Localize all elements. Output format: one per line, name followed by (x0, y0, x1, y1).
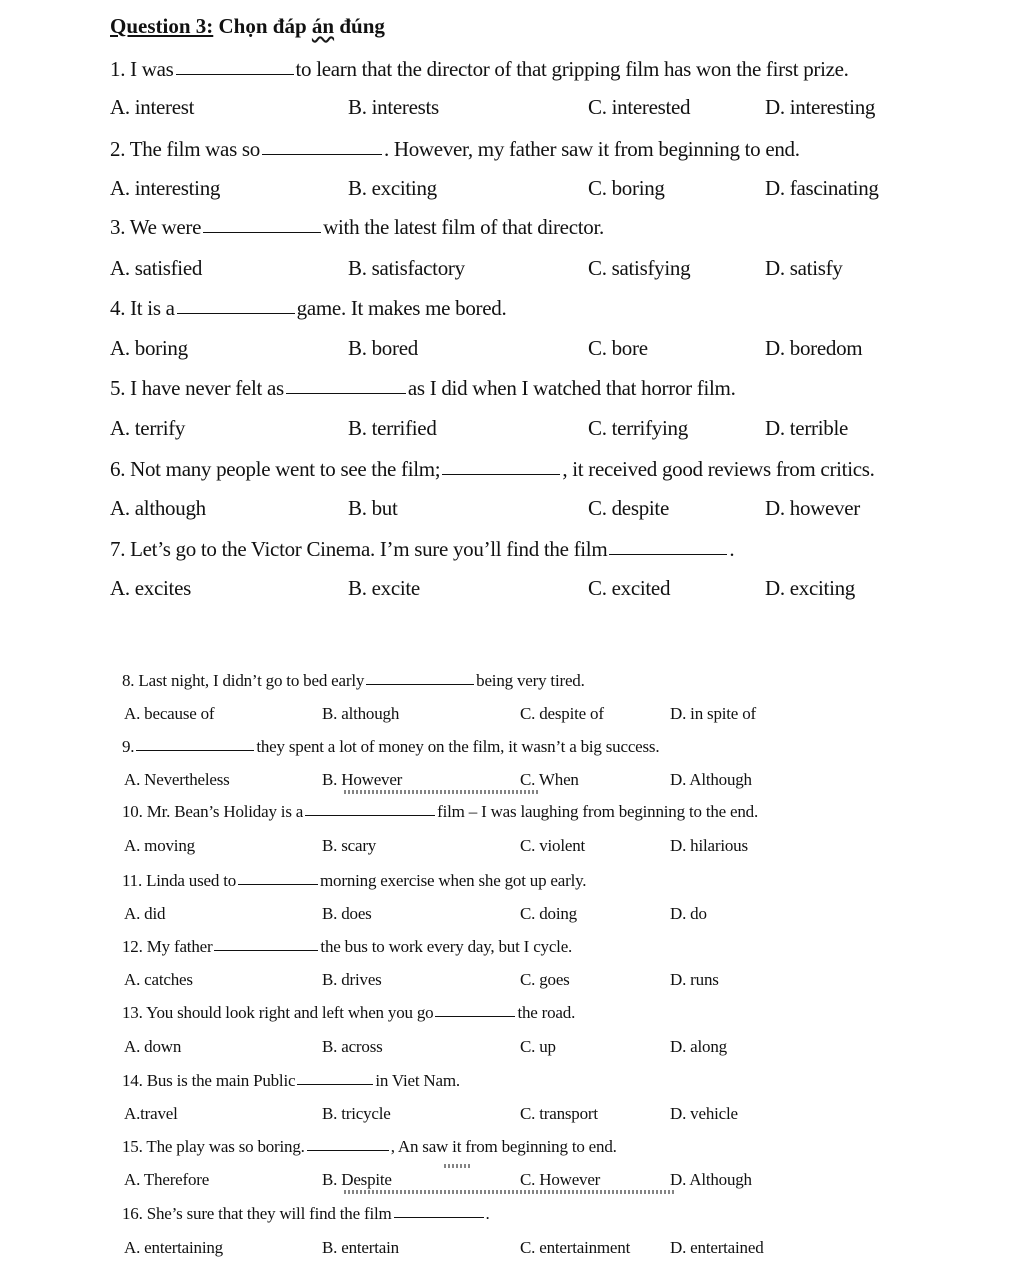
answer-option-a[interactable]: A. boring (110, 336, 188, 360)
question-text-before: It is a (130, 296, 175, 320)
question-text-after: . (485, 1204, 490, 1223)
answer-option-c[interactable]: C. transport (520, 1104, 598, 1123)
answer-option-a[interactable]: A. Nevertheless (124, 770, 230, 789)
question-text-before: The play was so boring. (146, 1137, 305, 1156)
question-text-after: they spent a lot of money on the film, it wasn’t a big success. (256, 737, 660, 756)
answer-blank[interactable] (177, 313, 295, 314)
answer-option-c[interactable]: C. boring (588, 176, 665, 200)
answer-option-c[interactable]: C. satisfying (588, 256, 691, 280)
answer-option-c[interactable]: C. goes (520, 970, 570, 989)
question-number: 15. (122, 1137, 143, 1156)
answer-option-b[interactable]: B. does (322, 904, 372, 923)
answer-option-b[interactable]: B. terrified (348, 416, 437, 440)
answer-option-b[interactable]: B. tricycle (322, 1104, 391, 1123)
answer-option-b[interactable]: B. although (322, 704, 400, 723)
answer-blank[interactable] (176, 74, 294, 75)
answer-option-c[interactable]: C. excited (588, 576, 671, 600)
answer-option-c[interactable]: C. When (520, 770, 579, 789)
answer-option-d[interactable]: D. Although (670, 770, 752, 789)
answer-blank[interactable] (214, 950, 318, 951)
answer-blank[interactable] (609, 554, 727, 555)
answer-option-c[interactable]: C. doing (520, 904, 577, 923)
question-number: 1. (110, 57, 126, 81)
question-text-before: I was (130, 57, 174, 81)
question-text-after: with the latest film of that director. (323, 215, 604, 239)
answer-option-c[interactable]: C. despite (588, 496, 669, 520)
question-stem (110, 457, 875, 482)
question-text-before: My father (146, 937, 213, 956)
answer-option-b[interactable]: B. However (322, 770, 403, 789)
spellcheck-underline (444, 1164, 470, 1168)
question-stem (122, 737, 659, 757)
answer-option-d[interactable]: D. along (670, 1037, 727, 1056)
answer-option-a[interactable]: A. Therefore (124, 1170, 210, 1189)
question-number: 7. (110, 537, 126, 561)
answer-option-d[interactable]: D. however (765, 496, 860, 520)
question-text-before: Mr. Bean’s Holiday is a (146, 802, 304, 821)
answer-blank[interactable] (238, 884, 318, 885)
question-stem (110, 57, 849, 82)
question-text-after: the bus to work every day, but I cycle. (320, 937, 573, 956)
answer-option-d[interactable]: D. entertained (670, 1238, 764, 1257)
question-text-after: game. It makes me bored. (296, 296, 507, 320)
answer-option-b[interactable]: B. entertain (322, 1238, 399, 1257)
answer-option-a[interactable]: A. although (110, 496, 206, 520)
question-text-before: You should look right and left when you go (146, 1003, 434, 1022)
question-text-before: Bus is the main Public (146, 1071, 296, 1090)
answer-blank[interactable] (442, 474, 560, 475)
question-text-before: We were (129, 215, 202, 239)
answer-option-c[interactable]: C. bore (588, 336, 648, 360)
worksheet-title (110, 14, 385, 39)
answer-option-c[interactable]: C. terrifying (588, 416, 688, 440)
question-text-before: I have never felt as (130, 376, 284, 400)
answer-blank[interactable] (305, 815, 435, 816)
answer-option-a[interactable]: A. satisfied (110, 256, 203, 280)
answer-option-a[interactable]: A. terrify (110, 416, 186, 440)
answer-option-a[interactable]: A. interest (110, 95, 195, 119)
question-stem (110, 137, 800, 162)
question-text-after: , it received good reviews from critics. (562, 457, 875, 481)
question-text-before: Linda used to (146, 871, 237, 890)
answer-blank[interactable] (394, 1217, 484, 1218)
question-text-before: The film was so (129, 137, 260, 161)
question-text-before: Not many people went to see the film; (130, 457, 441, 481)
question-number: 12. (122, 937, 143, 956)
answer-blank[interactable] (307, 1150, 389, 1151)
spellcheck-underlined-word: án (311, 14, 335, 38)
answer-option-c[interactable]: C. despite of (520, 704, 604, 723)
question-number: 13. (122, 1003, 143, 1022)
question-number: 4. (110, 296, 126, 320)
question-stem (122, 1137, 617, 1157)
question-text-after: the road. (517, 1003, 576, 1022)
question-number: 14. (122, 1071, 143, 1090)
answer-option-d[interactable]: D. runs (670, 970, 719, 989)
answer-option-b[interactable]: B. bored (348, 336, 418, 360)
answer-option-b[interactable]: B. Despite (322, 1170, 392, 1189)
answer-option-b[interactable]: B. interests (348, 95, 439, 119)
answer-option-d[interactable]: D. interesting (765, 95, 876, 119)
question-stem (110, 376, 736, 401)
answer-option-a[interactable]: A. down (124, 1037, 182, 1056)
question-stem (122, 937, 572, 957)
question-text-after: as I did when I watched that horror film. (407, 376, 736, 400)
answer-option-a[interactable]: A. did (124, 904, 166, 923)
question-number: 10. (122, 802, 143, 821)
answer-option-a[interactable]: A. because of (124, 704, 215, 723)
spellcheck-underline (344, 1190, 674, 1194)
answer-blank[interactable] (203, 232, 321, 233)
answer-option-a[interactable]: A. interesting (110, 176, 221, 200)
question-stem (122, 871, 586, 891)
answer-option-a[interactable]: A. catches (124, 970, 193, 989)
question-number: 8. (122, 671, 135, 690)
question-stem (110, 537, 734, 562)
answer-option-c[interactable]: C. interested (588, 95, 691, 119)
answer-blank[interactable] (435, 1016, 515, 1017)
answer-option-c[interactable]: C. entertainment (520, 1238, 631, 1257)
answer-option-b[interactable]: B. satisfactory (348, 256, 465, 280)
question-stem (122, 1204, 490, 1224)
question-text-after: film – I was laughing from beginning to the end. (437, 802, 759, 821)
answer-option-d[interactable]: D. boredom (765, 336, 863, 360)
answer-option-b[interactable]: B. drives (322, 970, 382, 989)
answer-option-d[interactable]: D. do (670, 904, 707, 923)
question-stem (110, 215, 604, 240)
question-text-after: in Viet Nam. (375, 1071, 460, 1090)
question-stem (122, 1003, 575, 1023)
answer-option-d[interactable]: D. in spite of (670, 704, 756, 723)
answer-option-d[interactable]: D. hilarious (670, 836, 748, 855)
question-text-after: morning exercise when she got up early. (320, 871, 587, 890)
answer-blank[interactable] (136, 750, 254, 751)
answer-option-c[interactable]: C. However (520, 1170, 601, 1189)
question-text-before: Let’s go to the Victor Cinema. I’m sure you’ll find the film (130, 537, 608, 561)
answer-option-a[interactable]: A. excites (110, 576, 191, 600)
answer-blank[interactable] (262, 154, 382, 155)
question-text-after: , An saw it from beginning to end. (390, 1137, 617, 1156)
question-stem (122, 671, 585, 691)
question-number: 11. (122, 871, 143, 890)
answer-option-d[interactable]: D. satisfy (765, 256, 843, 280)
answer-option-c[interactable]: C. violent (520, 836, 586, 855)
answer-option-d[interactable]: D. terrible (765, 416, 848, 440)
answer-option-d[interactable]: D. Although (670, 1170, 752, 1189)
instruction-text: Chọn đáp án đúng (218, 14, 385, 38)
answer-blank[interactable] (286, 393, 406, 394)
answer-option-d[interactable]: D. vehicle (670, 1104, 738, 1123)
answer-option-b[interactable]: B. across (322, 1037, 383, 1056)
question-text-after: . (729, 537, 735, 561)
answer-blank[interactable] (366, 684, 474, 685)
question-text-before: Last night, I didn’t go to bed early (138, 671, 365, 690)
answer-option-d[interactable]: D. exciting (765, 576, 856, 600)
question-number: 3. (110, 215, 126, 239)
question-text-before: She’s sure that they will find the film (146, 1204, 392, 1223)
question-text-after: being very tired. (476, 671, 585, 690)
question-label: Question 3: (110, 14, 214, 38)
answer-option-c[interactable]: C. up (520, 1037, 556, 1056)
answer-blank[interactable] (297, 1084, 373, 1085)
answer-option-b[interactable]: B. excite (348, 576, 420, 600)
question-number: 6. (110, 457, 126, 481)
answer-option-b[interactable]: B. exciting (348, 176, 437, 200)
question-stem (122, 1071, 460, 1091)
answer-option-a[interactable]: A.travel (124, 1104, 178, 1123)
question-number: 5. (110, 376, 126, 400)
answer-option-b[interactable]: B. scary (322, 836, 377, 855)
answer-option-b[interactable]: B. but (348, 496, 398, 520)
question-text-after: . However, my father saw it from beginning to end. (383, 137, 800, 161)
question-number: 9. (122, 737, 135, 756)
spellcheck-underline (344, 790, 540, 794)
answer-option-d[interactable]: D. fascinating (765, 176, 879, 200)
question-text-after: to learn that the director of that gripping film has won the first prize. (295, 57, 849, 81)
question-number: 16. (122, 1204, 143, 1223)
question-stem (110, 296, 506, 321)
answer-option-a[interactable]: A. entertaining (124, 1238, 223, 1257)
answer-option-a[interactable]: A. moving (124, 836, 195, 855)
question-number: 2. (110, 137, 126, 161)
question-stem (122, 802, 758, 822)
